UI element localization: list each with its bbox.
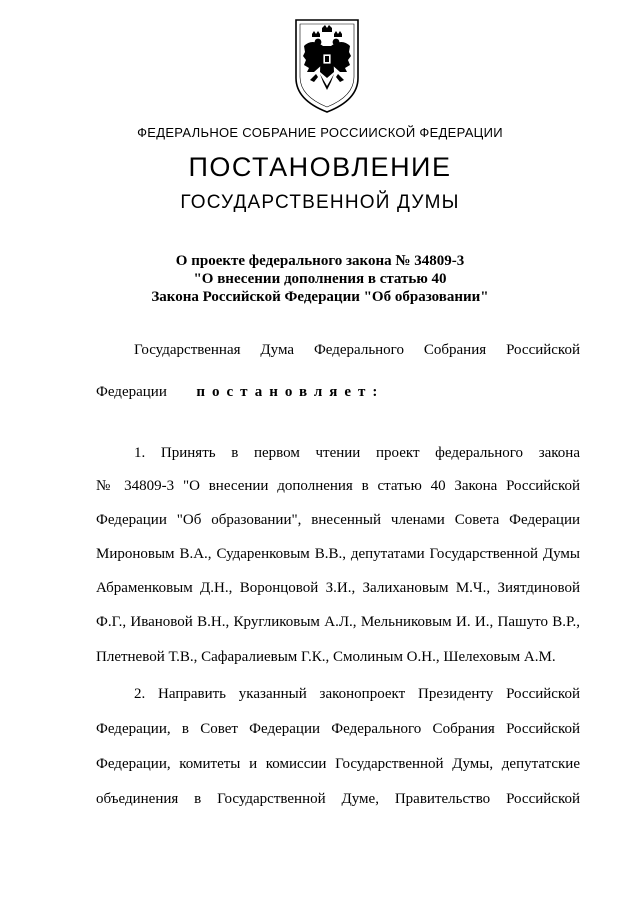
preamble-line bbox=[96, 382, 580, 402]
subject-line: Закона Российской Федерации "Об образовании" bbox=[151, 289, 489, 305]
decree-word: постановляет: bbox=[196, 384, 385, 400]
paragraph-line: № 34809-3 "О внесении дополнения в статью 40 Закона Российской bbox=[96, 478, 580, 494]
paragraph-line: 2. Направить указанный законопроект Президенту Российской bbox=[134, 686, 580, 702]
parliament-name: ФЕДЕРАЛЬНОЕ СОБРАНИЕ РОССИИСКОЙ ФЕДЕРАЦИИ bbox=[137, 125, 503, 140]
state-emblem-icon bbox=[292, 16, 362, 116]
preamble-line: Государственная Дума Федерального Собрания Российской bbox=[134, 342, 580, 358]
paragraph-line: 1. Принять в первом чтении проект федерального закона bbox=[134, 445, 580, 461]
subject-line: "О внесении дополнения в статью 40 bbox=[193, 271, 447, 287]
document-type-title: ПОСТАНОВЛЕНИЕ bbox=[188, 152, 452, 182]
paragraph-line: Мироновым В.А., Сударенковым В.В., депутатами Государственной Думы bbox=[96, 546, 580, 562]
preamble-text: Федерации bbox=[96, 384, 167, 400]
paragraph-line: Плетневой Т.В., Сафаралиевым Г.К., Смолиным О.Н., Шелеховым А.М. bbox=[96, 649, 556, 665]
issuer-name: ГОСУДАРСТВЕННОЙ ДУМЫ bbox=[180, 192, 460, 213]
paragraph-line: Федерации "Об образовании", внесенный членами Совета Федерации bbox=[96, 512, 580, 528]
subject-line: О проекте федерального закона № 34809-3 bbox=[175, 253, 465, 269]
paragraph-line: объединения в Государственной Думе, Правительство Российской bbox=[96, 791, 580, 807]
paragraph-line: Федерации, комитеты и комиссии Государственной Думы, депутатские bbox=[96, 756, 580, 772]
paragraph-line: Федерации, в Совет Федерации Федерального Собрания Российской bbox=[96, 721, 580, 737]
paragraph-line: Ф.Г., Ивановой В.Н., Кругликовым А.Л., Мельниковым И. И., Пашуто В.Р., bbox=[96, 614, 580, 630]
resolution-subject bbox=[0, 252, 640, 306]
paragraph-line: Абраменковым Д.Н., Воронцовой З.И., Залихановым М.Ч., Зиятдиновой bbox=[96, 580, 580, 596]
